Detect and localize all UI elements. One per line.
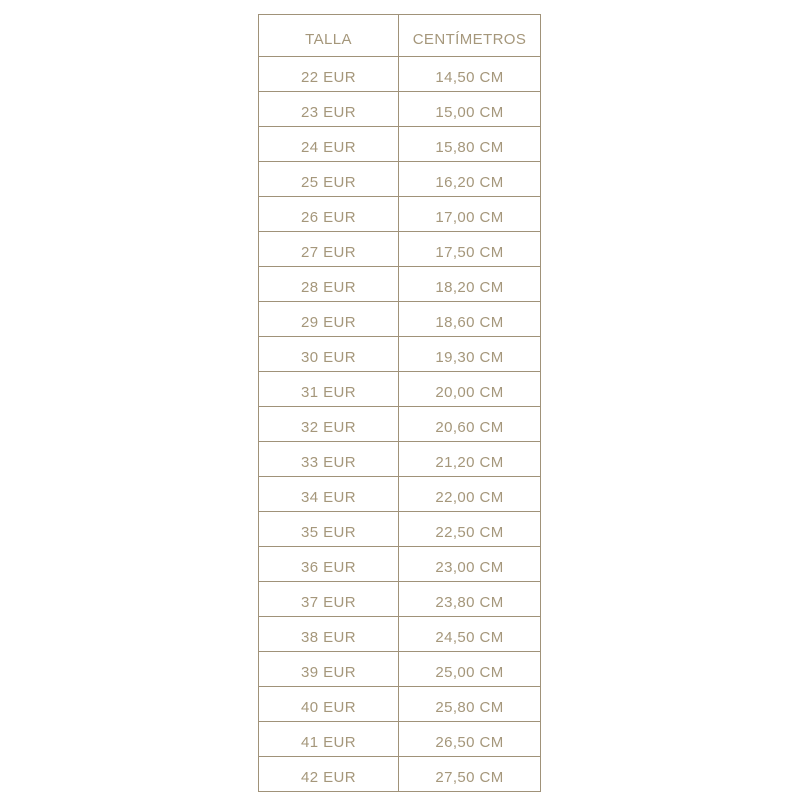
table-row: [259, 722, 541, 757]
centimeters-cell: 18,60 CM: [399, 302, 541, 337]
centimeters-cell: 20,60 CM: [399, 407, 541, 442]
table-row: [259, 617, 541, 652]
size-cell: 41 EUR: [259, 722, 399, 757]
table-row: [259, 757, 541, 792]
centimeters-cell: 26,50 CM: [399, 722, 541, 757]
table-row: [259, 687, 541, 722]
table-body: [259, 57, 541, 792]
size-conversion-table: [258, 14, 541, 792]
centimeters-cell: 16,20 CM: [399, 162, 541, 197]
size-cell: 32 EUR: [259, 407, 399, 442]
size-cell: 39 EUR: [259, 652, 399, 687]
table-row: [259, 407, 541, 442]
centimeters-cell: 23,00 CM: [399, 547, 541, 582]
table-row: [259, 652, 541, 687]
size-cell: 36 EUR: [259, 547, 399, 582]
centimeters-cell: 14,50 CM: [399, 57, 541, 92]
table-row: [259, 267, 541, 302]
size-cell: 25 EUR: [259, 162, 399, 197]
size-cell: 37 EUR: [259, 582, 399, 617]
table-row: [259, 337, 541, 372]
centimeters-cell: 17,00 CM: [399, 197, 541, 232]
table-row: [259, 127, 541, 162]
table-row: [259, 162, 541, 197]
size-cell: 29 EUR: [259, 302, 399, 337]
centimeters-cell: 18,20 CM: [399, 267, 541, 302]
size-cell: 34 EUR: [259, 477, 399, 512]
size-cell: 30 EUR: [259, 337, 399, 372]
column-header-talla: TALLA: [259, 15, 399, 57]
table-row: [259, 582, 541, 617]
centimeters-cell: 27,50 CM: [399, 757, 541, 792]
column-header-centimetros: CENTÍMETROS: [399, 15, 541, 57]
centimeters-cell: 22,00 CM: [399, 477, 541, 512]
size-cell: 28 EUR: [259, 267, 399, 302]
centimeters-cell: 17,50 CM: [399, 232, 541, 267]
size-cell: 23 EUR: [259, 92, 399, 127]
table-row: [259, 232, 541, 267]
centimeters-cell: 25,00 CM: [399, 652, 541, 687]
table-row: [259, 92, 541, 127]
size-cell: 35 EUR: [259, 512, 399, 547]
size-cell: 42 EUR: [259, 757, 399, 792]
centimeters-cell: 22,50 CM: [399, 512, 541, 547]
table-row: [259, 477, 541, 512]
table-row: [259, 372, 541, 407]
table-row: [259, 57, 541, 92]
size-cell: 38 EUR: [259, 617, 399, 652]
centimeters-cell: 25,80 CM: [399, 687, 541, 722]
size-cell: 26 EUR: [259, 197, 399, 232]
table-row: [259, 512, 541, 547]
centimeters-cell: 20,00 CM: [399, 372, 541, 407]
centimeters-cell: 23,80 CM: [399, 582, 541, 617]
centimeters-cell: 15,00 CM: [399, 92, 541, 127]
table-row: [259, 302, 541, 337]
table-row: [259, 547, 541, 582]
size-cell: 40 EUR: [259, 687, 399, 722]
size-cell: 31 EUR: [259, 372, 399, 407]
table-row: [259, 197, 541, 232]
centimeters-cell: 21,20 CM: [399, 442, 541, 477]
table-header-row: [259, 15, 541, 57]
table-row: [259, 442, 541, 477]
size-cell: 33 EUR: [259, 442, 399, 477]
centimeters-cell: 24,50 CM: [399, 617, 541, 652]
size-cell: 22 EUR: [259, 57, 399, 92]
centimeters-cell: 19,30 CM: [399, 337, 541, 372]
size-cell: 27 EUR: [259, 232, 399, 267]
centimeters-cell: 15,80 CM: [399, 127, 541, 162]
size-cell: 24 EUR: [259, 127, 399, 162]
